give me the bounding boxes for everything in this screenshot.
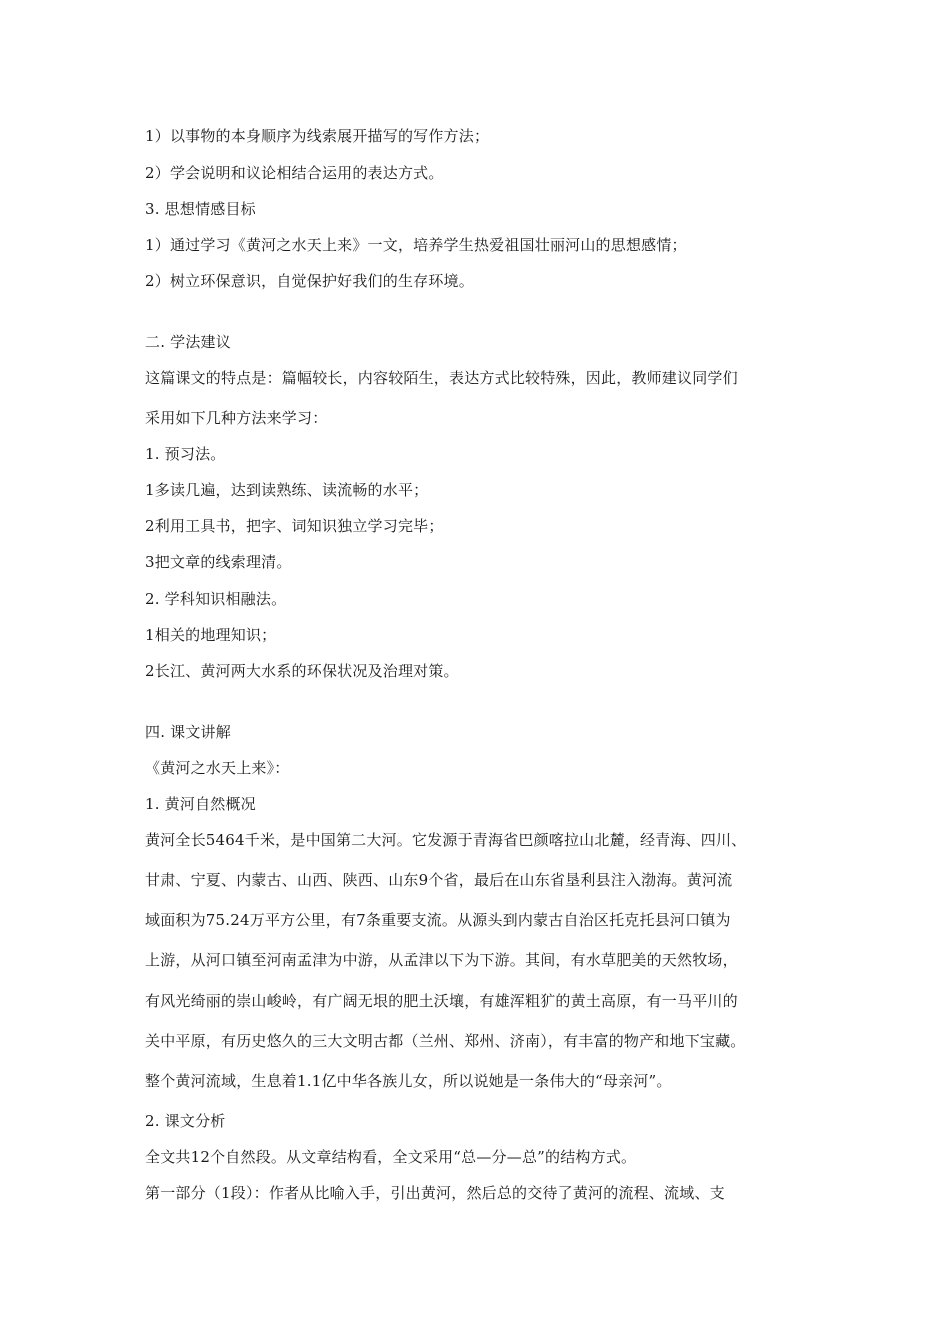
text-line: 2）学会说明和议论相结合运用的表达方式。 [145, 164, 444, 182]
text-line: 上游，从河口镇至河南孟津为中游，从孟津以下为下游。其间，有水草肥美的天然牧场， [145, 951, 738, 969]
section-heading: 四. 课文讲解 [145, 723, 231, 741]
text-line: 2长江、黄河两大水系的环保状况及治理对策。 [145, 662, 459, 680]
text-line: 2利用工具书，把字、词知识独立学习完毕； [145, 517, 444, 535]
text-line: 采用如下几种方法来学习： [145, 409, 328, 427]
text-line: 这篇课文的特点是：篇幅较长，内容较陌生，表达方式比较特殊，因此，教师建议同学们 [145, 369, 738, 387]
text-line: 黄河全长5464千米，是中国第二大河。它发源于青海省巴颜喀拉山北麓，经青海、四川、 [145, 831, 747, 849]
text-line: 整个黄河流域，生息着1.1亿中华各族儿女，所以说她是一条伟大的“母亲河”。 [145, 1072, 672, 1090]
text-line: 2）树立环保意识，自觉保护好我们的生存环境。 [145, 272, 474, 290]
section-heading: 2. 课文分析 [145, 1112, 226, 1130]
text-line: 域面积为75.24万平方公里，有7条重要支流。从源头到内蒙古自治区托克托县河口镇为 [145, 911, 731, 929]
text-line: 全文共12个自然段。从文章结构看，全文采用“总—分—总”的结构方式。 [145, 1148, 637, 1166]
section-heading: 二. 学法建议 [145, 333, 231, 351]
text-line: 1）通过学习《黄河之水天上来》一文，培养学生热爱祖国壮丽河山的思想感情； [145, 236, 687, 254]
text-line: 甘肃、宁夏、内蒙古、山西、陕西、山东9个省，最后在山东省垦利县注入渤海。黄河流 [145, 871, 733, 889]
text-line: 3把文章的线索理清。 [145, 553, 292, 571]
section-heading: 1. 黄河自然概况 [145, 795, 256, 813]
text-line: 1多读几遍，达到读熟练、读流畅的水平； [145, 481, 429, 499]
text-line: 《黄河之水天上来》： [145, 759, 290, 777]
section-heading: 3. 思想情感目标 [145, 200, 256, 218]
section-heading: 1. 预习法。 [145, 445, 226, 463]
text-line: 1）以事物的本身顺序为线索展开描写的写作方法； [145, 127, 490, 145]
text-line: 关中平原，有历史悠久的三大文明古都（兰州、郑州、济南），有丰富的物产和地下宝藏。 [145, 1032, 746, 1050]
text-line: 有风光绮丽的崇山峻岭，有广阔无垠的肥土沃壤，有雄浑粗犷的黄土高原，有一马平川的 [145, 992, 738, 1010]
text-line: 第一部分（1段）：作者从比喻入手，引出黄河，然后总的交待了黄河的流程、流域、支 [145, 1184, 725, 1202]
section-heading: 2. 学科知识相融法。 [145, 590, 287, 608]
text-line: 1相关的地理知识； [145, 626, 277, 644]
